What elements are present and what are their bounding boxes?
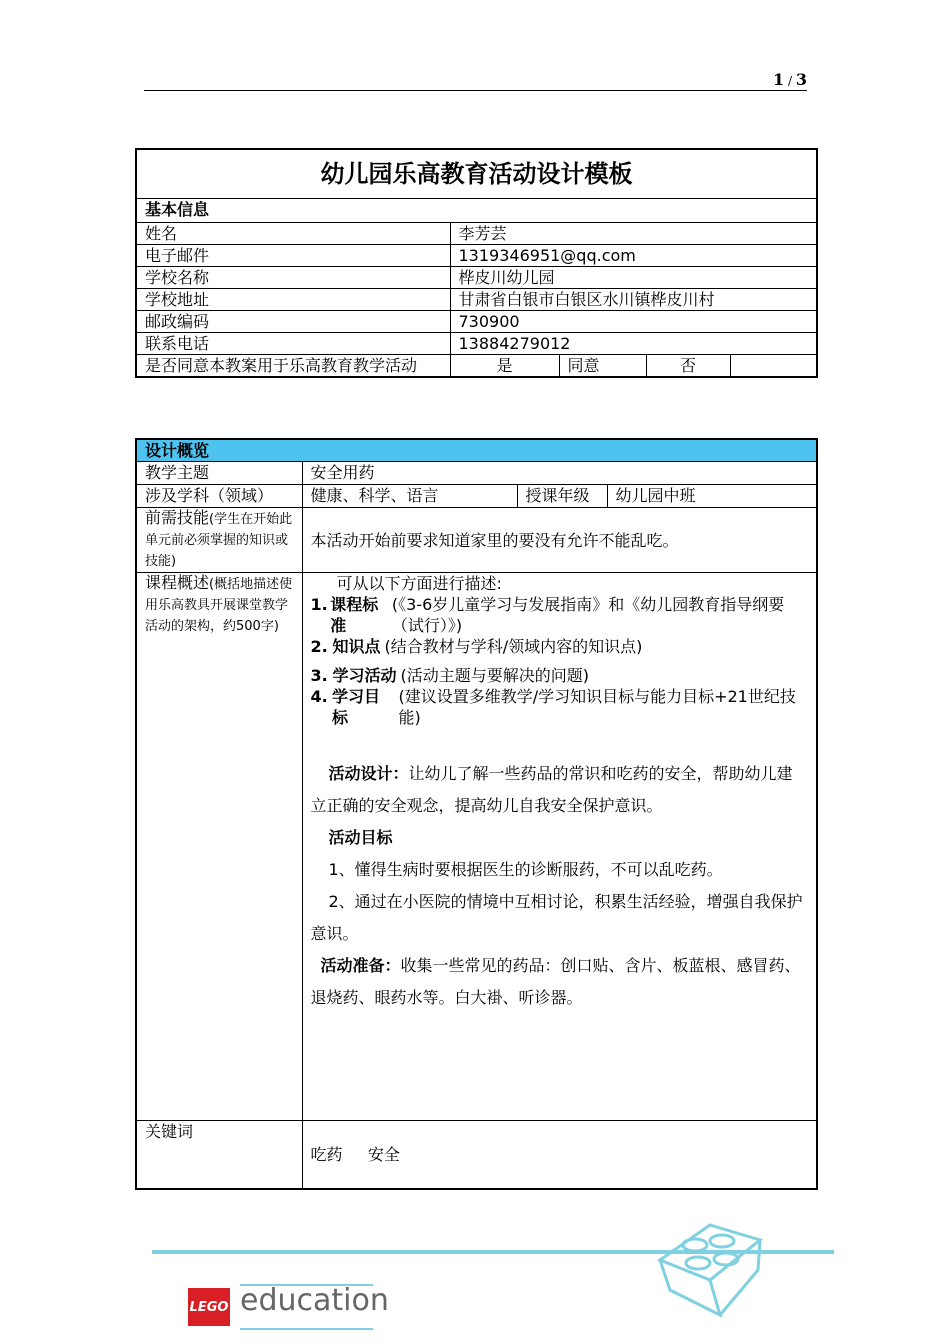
activity-prep: 活动准备：收集一些常见的药品：创口贴、含片、板蓝根、感冒药、退烧药、眼药水等。白大褂、听诊器。 [310,956,801,1007]
subject-label: 涉及学科（领域） [136,485,302,508]
prereq-hint: (学生在开始此单元前必须掌握的知识或技能) [145,512,293,569]
consent-blank [730,355,817,378]
table-row [136,245,817,267]
field-value: 李芳芸 [450,223,817,245]
goal-item-2: 2、通过在小医院的情境中互相讨论，积累生活经验，增强自我保护意识。 [310,892,803,943]
overview-content [302,573,817,1121]
overview-intro: 可从以下方面进行描述: [336,574,502,593]
grade-value: 幼儿园中班 [607,485,817,508]
keyword-value: 吃药 安全 [302,1121,817,1189]
lego-logo: LEGO [188,1288,230,1326]
keyword-label: 关键词 [136,1121,302,1189]
section-design-overview: 设计概览 [136,439,817,462]
design-overview-table [135,438,818,1190]
field-label: 姓名 [136,223,450,245]
document-title: 幼儿园乐高教育活动设计模板 [136,149,817,199]
basic-info-table [135,148,818,378]
list-item: 1. 课程标准 (《3-6岁儿童学习与发展指南》和《幼儿园教育指导纲要（试行）》) [310,595,785,635]
consent-row [136,355,817,378]
theme-value: 安全用药 [302,462,817,485]
prereq-label-cell [136,508,302,573]
header-rule [144,90,807,91]
consent-label: 是否同意本教案用于乐高教育教学活动 [136,355,450,378]
page-number: 1 / 3 [773,70,807,89]
consent-no: 否 [646,355,730,378]
list-item: 4. 学习目标 (建议设置多维教学/学习知识目标与能力目标+21世纪技能) [310,687,796,727]
subject-value: 健康、科学、语言 [302,485,517,508]
table-row [136,223,817,245]
overview-label-cell [136,573,302,1121]
list-item: 3. 学习活动 (活动主题与要解决的问题) [310,666,590,685]
field-label: 学校地址 [136,289,450,311]
overview-hint: (概括地描述使用乐高教具开展课堂教学活动的架构，约500字) [145,577,293,634]
overview-label: 课程概述 [145,573,210,592]
goal-item-1: 1、懂得生病时要根据医生的诊断服药，不可以乱吃药。 [328,860,723,879]
field-value: 13884279012 [450,333,817,355]
field-label: 电子邮件 [136,245,450,267]
field-value: 桦皮川幼儿园 [450,267,817,289]
field-value: 730900 [450,311,817,333]
grade-label: 授课年级 [517,485,607,508]
prereq-value: 本活动开始前要求知道家里的要没有允许不能乱吃。 [302,508,817,573]
activity-design-label: 活动设计： [328,764,409,783]
field-label: 联系电话 [136,333,450,355]
table-row [136,311,817,333]
footer-rule-bottom [240,1328,373,1330]
field-value: 甘肃省白银市白银区水川镇桦皮川村 [450,289,817,311]
table-row [136,289,817,311]
goal-heading: 活动目标 [328,828,393,847]
activity-design: 活动设计：让幼儿了解一些药品的常识和吃药的安全，帮助幼儿建立正确的安全观念，提高幼儿自我安全保护意识。 [310,764,793,815]
section-basic-info: 基本信息 [136,199,817,223]
table-row [136,333,817,355]
theme-label: 教学主题 [136,462,302,485]
field-value: 1319346951@qq.com [450,245,817,267]
overview-list [311,594,809,728]
list-item: 2. 知识点 (结合教材与学科/领域内容的知识点) [310,637,643,656]
field-label: 学校名称 [136,267,450,289]
table-row [136,267,817,289]
education-wordmark: education [240,1283,389,1318]
prereq-label: 前需技能 [145,508,210,527]
consent-yes: 是 [450,355,559,378]
lego-brick-icon [650,1195,770,1320]
consent-agree: 同意 [559,355,646,378]
field-label: 邮政编码 [136,311,450,333]
